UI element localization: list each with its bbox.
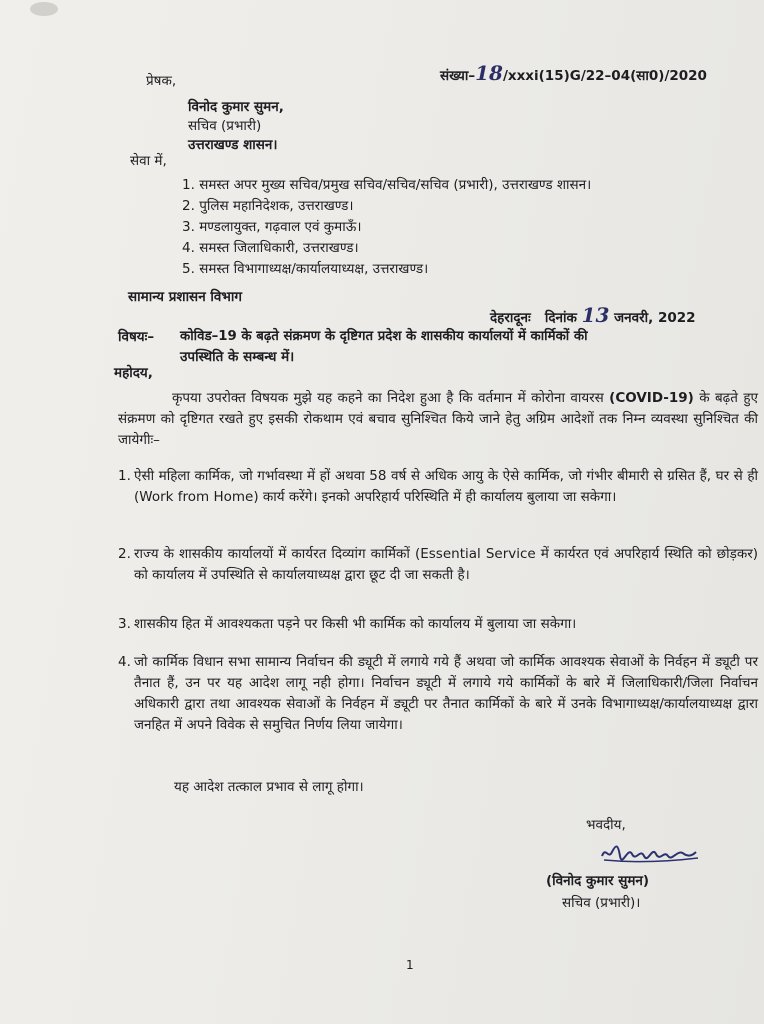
recipient-item: 2. पुलिस महानिदेशक, उत्तराखण्ड। <box>182 198 354 214</box>
page-number: 1 <box>406 958 414 972</box>
recipient-item: 3. मण्डलायुक्त, गढ़वाल एवं कुमाऊँ। <box>182 219 362 235</box>
scan-smudge <box>30 2 58 16</box>
reference-number <box>440 61 707 85</box>
intro-paragraph: कृपया उपरोक्त विषयक मुझे यह कहने का निदेश हुआ है कि वर्तमान में कोरोना वायरस (COVID-19) के बढ़ते हुए संक्रमण को दृष्टिगत रखते हुए इसकी रोकथाम एवं बचाव सुनिश्चित किये जाने हेतु अग्रिम आदेशों तक निम्न व्यवस्था सुनिश्चित की जायेगीः– <box>118 390 758 448</box>
date-label: दिनांक <box>544 310 577 326</box>
place: देहरादूनः <box>490 310 531 326</box>
signoff-designation: सचिव (प्रभारी)। <box>562 895 641 911</box>
subject-label: विषयः– <box>118 329 155 345</box>
recipients-label: सेवा में, <box>130 153 167 169</box>
signoff-label: भवदीय, <box>586 817 626 833</box>
signature <box>598 838 708 868</box>
department: सामान्य प्रशासन विभाग <box>128 289 242 305</box>
point-1: 1. ऐसी महिला कार्मिक, जो गर्भावस्था में हों अथवा 58 वर्ष से अधिक आयु के ऐसे कार्मिक, जो गंभीर बीमारी से ग्रसित हैं, घर से ही (Work from Home) कार्य करेंगे। इनको अपरिहार्य परिस्थिति में ही कार्यालय बुलाया जा सकेगा। <box>118 468 758 505</box>
signoff-name: (विनोद कुमार सुमन) <box>546 873 650 889</box>
closing-line: यह आदेश तत्काल प्रभाव से लागू होगा। <box>174 779 364 795</box>
recipient-item: 5. समस्त विभागाध्यक्ष/कार्यालयाध्यक्ष, उत्तराखण्ड। <box>182 261 429 277</box>
sankhya-label: संख्या– <box>440 68 476 84</box>
sender-label: प्रेषक, <box>146 73 177 89</box>
sender-name: विनोद कुमार सुमन, <box>188 99 284 115</box>
point-4: 4. जो कार्मिक विधान सभा सामान्य निर्वाचन की ड्यूटी में लगाये गये हैं अथवा जो कार्मिक आवश्यक सेवाओं के निर्वहन में ड्यूटी पर तैनात हैं, उन पर यह आदेश लागू नही होगा। निर्वाचन ड्यूटी में लगाये गये कार्मिकों के बारे में जिलाधिकारी/जिला निर्वाचन अधिकारी द्वारा तथा आवश्यक सेवाओं के निर्वहन में ड्यूटी पर तैनात कार्मिकों के बारे में उनके विभागाध्यक्ष/कार्यालयाध्यक्ष द्वारा जनहित में अपने विवेक से समुचित निर्णय लिया जायेगा। <box>118 654 758 733</box>
sender-office: उत्तराखण्ड शासन। <box>188 137 278 153</box>
subject-line-1: कोविड–19 के बढ़ते संक्रमण के दृष्टिगत प्रदेश के शासकीय कार्यालयों में कार्मिकों की <box>180 329 588 344</box>
point-2: 2. राज्य के शासकीय कार्यालयों में कार्यरत दिव्यांग कार्मिकों (Essential Service में कार्यरत एवं अपरिहार्य स्थिति को छोड़कर) को कार्यालय में उपस्थिति से कार्यालयाध्यक्ष द्वारा छूट दी जा सकती है। <box>118 546 758 583</box>
date-rest: जनवरी, 2022 <box>614 310 696 326</box>
sankhya-handwritten: 18 <box>475 61 503 85</box>
subject-line-2: उपस्थिति के सम्बन्ध में। <box>180 349 295 365</box>
recipient-item: 4. समस्त जिलाधिकारी, उत्तराखण्ड। <box>182 240 359 256</box>
salutation: महोदय, <box>114 365 153 381</box>
place-date <box>490 303 696 327</box>
point-3: 3. शासकीय हित में आवश्यकता पड़ने पर किसी भी कार्मिक को कार्यालय में बुलाया जा सकेगा। <box>118 616 577 632</box>
sender-designation: सचिव (प्रभारी) <box>188 118 262 134</box>
covid-bold: (COVID-19) <box>609 390 694 406</box>
recipient-item: 1. समस्त अपर मुख्य सचिव/प्रमुख सचिव/सचिव/सचिव (प्रभारी), उत्तराखण्ड शासन। <box>182 177 592 193</box>
date-handwritten: 13 <box>581 303 610 327</box>
sankhya-rest: /xxxi(15)G/22–04(सा0)/2020 <box>502 68 707 84</box>
